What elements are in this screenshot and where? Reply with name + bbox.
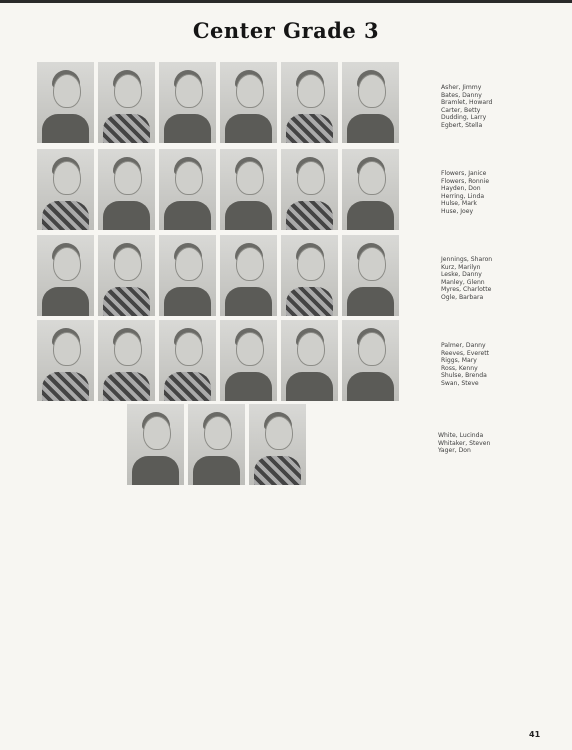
student-name: Palmer, Danny [441, 342, 486, 349]
student-name: Hayden, Don [441, 185, 481, 193]
student-name: Yager, Don [438, 447, 471, 455]
student-portrait [159, 62, 216, 143]
student-name: Asher, Jimmy [441, 84, 482, 91]
student-name: Egbert, Stella [441, 121, 483, 129]
page-title: Center Grade 3 [192, 18, 380, 43]
student-name: Myres, Charlotte [441, 286, 492, 294]
name-list-4 [441, 342, 551, 388]
student-name: Reeves, Everett [441, 349, 489, 357]
student-name: Kurz, Marilyn [441, 263, 481, 271]
student-portrait [159, 149, 216, 230]
name-list-1 [441, 84, 551, 130]
student-name: Swan, Steve [441, 379, 479, 387]
student-portrait [220, 62, 277, 143]
student-portrait [159, 320, 216, 401]
student-name: Ross, Kenny [441, 364, 478, 372]
student-portrait [342, 62, 399, 143]
student-name: Shulse, Brenda [441, 372, 487, 380]
top-border [0, 0, 572, 3]
student-portrait [281, 320, 338, 401]
photo-row-3 [37, 235, 403, 316]
student-portrait [37, 62, 94, 143]
student-name: Huse, Joey [441, 207, 474, 215]
photo-row-4 [37, 320, 403, 401]
student-portrait [98, 149, 155, 230]
student-name: Flowers, Ronnie [441, 177, 490, 185]
name-list-3 [441, 256, 551, 302]
student-name: Dudding, Larry [441, 114, 487, 122]
student-portrait [37, 149, 94, 230]
name-list-5 [438, 432, 548, 455]
student-name: Hulse, Mark [441, 200, 477, 208]
student-portrait [159, 235, 216, 316]
student-portrait [342, 320, 399, 401]
student-portrait [220, 235, 277, 316]
student-name: Carter, Betty [441, 106, 481, 114]
photo-row-5 [127, 404, 310, 485]
student-name: White, Lucinda [438, 432, 484, 439]
student-portrait [281, 149, 338, 230]
student-portrait [220, 149, 277, 230]
student-portrait [188, 404, 245, 485]
student-portrait [342, 235, 399, 316]
student-portrait [127, 404, 184, 485]
student-portrait [249, 404, 306, 485]
student-name: Flowers, Janice [441, 170, 487, 177]
student-name: Bates, Danny [441, 91, 482, 99]
student-name: Jennings, Sharon [441, 256, 493, 263]
photo-row-2 [37, 149, 403, 230]
student-portrait [98, 62, 155, 143]
student-name: Manley, Glenn [441, 278, 485, 286]
student-portrait [342, 149, 399, 230]
student-portrait [220, 320, 277, 401]
name-list-2 [441, 170, 551, 216]
student-portrait [98, 320, 155, 401]
student-name: Bramlet, Howard [441, 99, 493, 107]
student-portrait [98, 235, 155, 316]
student-portrait [281, 62, 338, 143]
page-number: 41 [529, 730, 541, 739]
student-name: Leske, Danny [441, 271, 482, 279]
student-portrait [37, 320, 94, 401]
student-name: Whitaker, Steven [438, 439, 491, 447]
photo-row-1 [37, 62, 403, 143]
student-portrait [37, 235, 94, 316]
student-name: Herring, Linda [441, 192, 485, 200]
student-portrait [281, 235, 338, 316]
student-name: Riggs, Mary [441, 357, 477, 365]
student-name: Ogle, Barbara [441, 293, 484, 301]
